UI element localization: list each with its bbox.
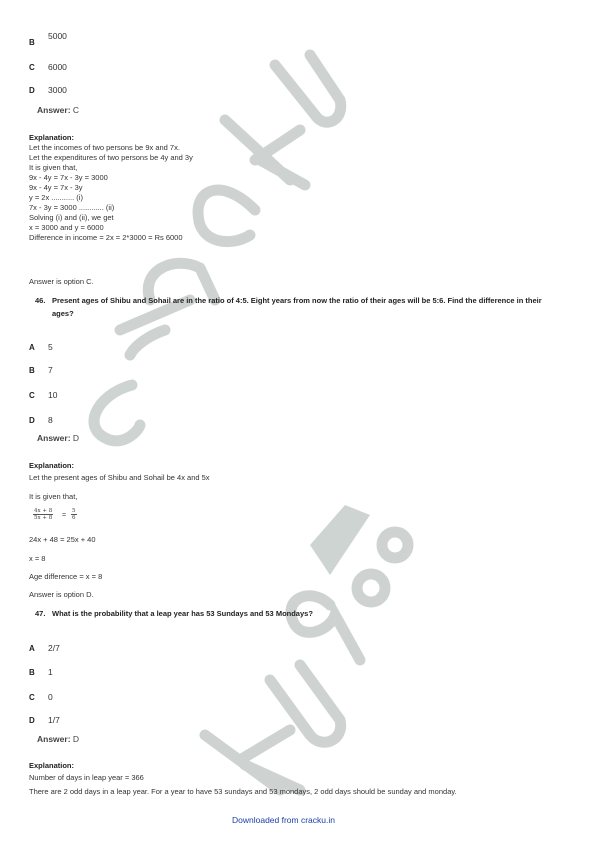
explanation-line: x = 3000 and y = 6000 bbox=[29, 223, 104, 232]
option-letter: C bbox=[29, 693, 35, 702]
option-letter: A bbox=[29, 644, 35, 653]
option-value: 1 bbox=[48, 667, 53, 677]
answer-line bbox=[37, 734, 79, 744]
option-value: 5 bbox=[48, 342, 53, 352]
explanation-line: Let the expenditures of two persons be 4y and 3y bbox=[29, 153, 193, 162]
explanation-line: It is given that, bbox=[29, 163, 78, 172]
explanation-title: Explanation: bbox=[29, 461, 75, 470]
explanation-line: Number of days in leap year = 366 bbox=[29, 773, 144, 782]
option-letter: B bbox=[29, 38, 35, 47]
explanation-line: Let the present ages of Shibu and Sohail be 4x and 5x bbox=[29, 473, 210, 482]
answer-conclusion: Answer is option C. bbox=[29, 277, 94, 286]
explanation-body bbox=[29, 143, 193, 243]
option-value: 0 bbox=[48, 692, 53, 702]
answer-label: Answer: bbox=[37, 433, 71, 443]
option-value: 2/7 bbox=[48, 643, 60, 653]
option-letter: D bbox=[29, 86, 35, 95]
question-number: 46. bbox=[35, 296, 46, 305]
option-letter: D bbox=[29, 716, 35, 725]
explanation-line: 9x - 4y = 7x - 3y bbox=[29, 183, 83, 192]
explanation-title: Explanation: bbox=[29, 133, 75, 142]
explanation-line: Solving (i) and (ii), we get bbox=[29, 213, 114, 222]
option-letter: B bbox=[29, 668, 35, 677]
explanation-line: It is given that, bbox=[29, 492, 78, 501]
option-letter: B bbox=[29, 366, 35, 375]
question-text: Present ages of Shibu and Sohail are in the ratio of 4:5. Eight years from now the ratio of their ages will be 5:6. Find the difference in their ages? bbox=[52, 296, 542, 318]
explanation-line: Difference in income = 2x = 2*3000 = Rs 6000 bbox=[29, 233, 183, 242]
option-value: 3000 bbox=[48, 85, 67, 95]
option-letter: A bbox=[29, 343, 35, 352]
option-letter: C bbox=[29, 391, 35, 400]
explanation-line: 9x - 4y = 7x - 3y = 3000 bbox=[29, 173, 108, 182]
fraction-right bbox=[71, 508, 77, 521]
answer-value: C bbox=[72, 105, 80, 115]
explanation-title: Explanation: bbox=[29, 761, 75, 770]
fraction-left bbox=[33, 508, 53, 521]
answer-value: D bbox=[72, 734, 80, 744]
option-value: 8 bbox=[48, 415, 53, 425]
answer-line bbox=[37, 433, 79, 443]
question-number: 47. bbox=[35, 609, 46, 618]
explanation-line: y = 2x ........... (i) bbox=[29, 193, 83, 202]
explanation-line: Age difference = x = 8 bbox=[29, 572, 103, 581]
option-letter: D bbox=[29, 416, 35, 425]
answer-conclusion: Answer is option D. bbox=[29, 590, 94, 599]
fraction-numerator: 4x + 8 bbox=[34, 508, 53, 514]
explanation-line: 24x + 48 = 25x + 40 bbox=[29, 535, 96, 544]
fraction-denominator: 6 bbox=[72, 515, 76, 521]
answer-line bbox=[37, 105, 79, 115]
answer-value: D bbox=[72, 433, 80, 443]
answer-label: Answer: bbox=[37, 105, 71, 115]
option-letter: C bbox=[29, 63, 35, 72]
equals-sign: = bbox=[62, 512, 67, 519]
explanation-line: Let the incomes of two persons be 9x and 7x. bbox=[29, 143, 180, 152]
explanation-line: There are 2 odd days in a leap year. For a year to have 53 sundays and 53 mondays, 2 odd days should be sunday and monday. bbox=[29, 787, 457, 796]
question-text: What is the probability that a leap year has 53 Sundays and 53 Mondays? bbox=[52, 609, 313, 618]
option-value: 5000 bbox=[48, 31, 67, 41]
fraction-numerator: 5 bbox=[72, 508, 76, 514]
answer-label: Answer: bbox=[37, 734, 71, 744]
option-value: 6000 bbox=[48, 62, 67, 72]
footer-download-link[interactable]: Downloaded from cracku.in bbox=[232, 815, 335, 825]
option-value: 1/7 bbox=[48, 715, 60, 725]
option-value: 10 bbox=[48, 390, 58, 400]
option-value: 7 bbox=[48, 365, 53, 375]
explanation-line: x = 8 bbox=[29, 554, 46, 563]
explanation-line: 7x - 3y = 3000 ............ (ii) bbox=[29, 203, 115, 212]
fraction-denominator: 5x + 8 bbox=[34, 515, 53, 521]
